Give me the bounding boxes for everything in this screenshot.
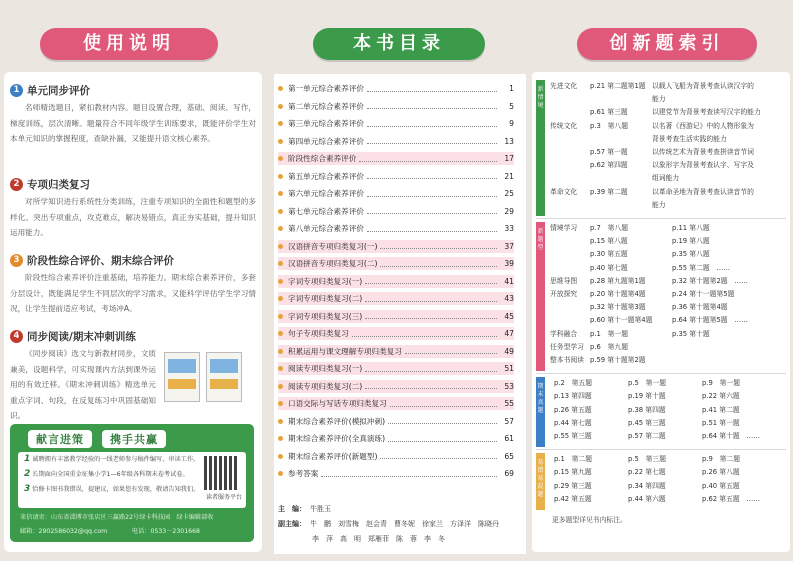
- index-category: 整本书阅读: [550, 356, 584, 364]
- index-column: [530, 0, 793, 561]
- index-page[interactable]: p.60 第十一题第4题: [590, 316, 653, 325]
- index-page[interactable]: p.9 第二题: [702, 455, 740, 464]
- toc-page: 25: [504, 189, 514, 198]
- toc-page: 53: [504, 381, 514, 391]
- toc-row[interactable]: [278, 82, 514, 95]
- index-category: 革命文化: [550, 187, 578, 196]
- toc-row[interactable]: [278, 327, 514, 340]
- index-row: [550, 120, 754, 130]
- toc-leader: [367, 173, 497, 179]
- toc-leader: [390, 401, 497, 407]
- toc-row[interactable]: [278, 397, 514, 410]
- index-row: [550, 199, 666, 209]
- index-desc: 组词能力: [652, 174, 680, 183]
- index-page[interactable]: p.55 第三题: [554, 432, 592, 440]
- index-row: [550, 275, 748, 285]
- index-page[interactable]: p.3 第八题: [590, 121, 628, 130]
- toc-title: 第五单元综合素养评价: [288, 171, 364, 181]
- toc-row[interactable]: [278, 467, 514, 480]
- index-desc: 以革命圣地为背景考查认读音节的: [652, 187, 754, 196]
- index-category: 学科融合: [550, 329, 578, 338]
- index-row: [550, 222, 710, 232]
- toc-row[interactable]: [278, 100, 514, 113]
- toc-title: 字词专项归类复习(三): [288, 311, 363, 321]
- index-row: [550, 146, 754, 156]
- contact-box: [10, 424, 254, 542]
- index-page[interactable]: p.26 第五题: [554, 405, 592, 414]
- section-number: 4: [10, 330, 23, 343]
- toc-leader: [367, 86, 497, 92]
- toc-page: 39: [504, 259, 514, 268]
- index-category: 任务型学习: [550, 342, 584, 351]
- section-2: [10, 176, 256, 241]
- index-page[interactable]: p.35 第十题: [672, 329, 710, 338]
- toc-title: 汉语拼音专项归类复习(一): [288, 241, 378, 251]
- toc-title: 参考答案: [288, 469, 319, 478]
- index-desc: 以建党节为背景考查读写汉字的能力: [652, 108, 761, 117]
- index-row: [550, 133, 727, 143]
- index-row: [550, 314, 748, 324]
- index-row: [550, 341, 672, 351]
- index-page[interactable]: p.57 第一题: [590, 148, 628, 156]
- index-row: [550, 301, 728, 311]
- toc-row[interactable]: [278, 135, 514, 148]
- toc-title: 第八单元综合素养评价: [288, 224, 364, 233]
- index-page[interactable]: p.11 第八题: [672, 224, 710, 232]
- usage-banner: 使用说明: [40, 28, 218, 60]
- toc-row[interactable]: [278, 187, 514, 200]
- section-1: [10, 82, 256, 147]
- index-page[interactable]: p.44 第六题: [628, 494, 666, 503]
- toc-row[interactable]: [278, 170, 514, 183]
- section-number: 3: [10, 254, 23, 267]
- index-page[interactable]: p.64 第十题 ……: [702, 432, 761, 440]
- toc-title: 第四单元综合素养评价: [288, 136, 364, 146]
- section-body: 对所学知识进行系统性分类训练，注重专项知识的全面性和题型的多样化。突出专项重点，攻克难点，解决易错点，真正夯实基础，提升知识运用能力。: [10, 197, 256, 237]
- bullet-dot-icon: [278, 331, 283, 336]
- index-row: [554, 404, 740, 414]
- toc-leader: [365, 383, 497, 389]
- toc-page: 9: [509, 119, 514, 128]
- toc-leader: [365, 296, 497, 302]
- index-desc: 能力: [652, 200, 666, 209]
- toc-title: 期末综合素养评价(模拟冲刺): [288, 416, 386, 426]
- group-tag: 易错易混题: [536, 453, 545, 510]
- toc-row[interactable]: [278, 432, 514, 445]
- index-category: 思维导图: [550, 276, 578, 285]
- index-row: [554, 390, 740, 400]
- index-page[interactable]: p.29 第三题: [554, 481, 592, 490]
- index-page[interactable]: p.1 第二题: [554, 455, 592, 464]
- bullet-dot-icon: [278, 349, 283, 354]
- index-page[interactable]: p.24 第十一题第5题: [672, 290, 735, 298]
- toc-row[interactable]: [278, 222, 514, 235]
- bullet-dot-icon: [278, 121, 283, 126]
- section-title: 同步阅读/期末冲刺训练: [27, 330, 136, 343]
- index-row: [550, 248, 710, 258]
- toc-page: 55: [504, 399, 514, 408]
- bullet-dot-icon: [278, 156, 283, 161]
- qr-label: 读者服务平台: [205, 494, 242, 501]
- index-page[interactable]: p.59 第十题第2题: [590, 356, 646, 364]
- index-page[interactable]: p.64 第十题第5题 ……: [672, 316, 748, 325]
- index-category: 情境学习: [550, 224, 578, 232]
- toc-page: 51: [504, 364, 514, 373]
- bullet-dot-icon: [278, 139, 283, 144]
- toc-page: 5: [509, 101, 514, 111]
- toc-title: 句子专项归类复习: [288, 329, 349, 338]
- section-number: 2: [10, 178, 23, 191]
- toc-page: 41: [504, 276, 514, 286]
- toc-page: 17: [504, 154, 514, 163]
- toc-page: 45: [504, 311, 514, 321]
- section-title: 单元同步评价: [27, 84, 90, 97]
- toc-banner: 本书目录: [313, 28, 485, 60]
- index-page[interactable]: p.26 第八题: [702, 468, 740, 477]
- bullet-dot-icon: [278, 401, 283, 406]
- divider: [536, 373, 786, 374]
- toc-row[interactable]: [278, 240, 514, 253]
- index-category: 先进文化: [550, 82, 578, 90]
- bullet-dot-icon: [278, 279, 283, 284]
- section-title: 专项归类复习: [27, 178, 90, 191]
- index-page[interactable]: p.38 第四题: [628, 405, 666, 414]
- toc-page: 43: [504, 294, 514, 303]
- index-row: [554, 480, 740, 490]
- toc-title: 阅读专项归类复习(一): [288, 364, 363, 373]
- toc-leader: [365, 278, 497, 284]
- index-row: [550, 159, 754, 169]
- toc-title: 期末综合素养评价(全真演练): [288, 434, 386, 443]
- index-row: [550, 186, 754, 196]
- index-row: [554, 377, 740, 387]
- toc-title: 汉语拼音专项归类复习(二): [288, 259, 378, 268]
- index-page[interactable]: p.6 第九题: [590, 342, 628, 351]
- toc-row[interactable]: [278, 450, 514, 463]
- toc-page: 49: [504, 346, 514, 356]
- toc-leader: [388, 418, 497, 424]
- bullet-dot-icon: [278, 296, 283, 301]
- index-page[interactable]: p.13 第四题: [554, 392, 592, 401]
- index-panel: [532, 72, 790, 552]
- toc-row[interactable]: [278, 292, 514, 305]
- index-page[interactable]: p.36 第十题第4题: [672, 303, 728, 312]
- contact-title-b: 携手共赢: [102, 430, 166, 448]
- toc-leader: [367, 121, 497, 127]
- toc-title: 字词专项归类复习(二): [288, 294, 363, 303]
- index-row: [550, 354, 672, 364]
- index-page[interactable]: p.34 第四题: [628, 481, 666, 490]
- qr-code-icon[interactable]: [204, 456, 238, 490]
- index-page[interactable]: p.61 第三题: [590, 108, 628, 117]
- bullet-dot-icon: [278, 209, 283, 214]
- toc-column: [268, 0, 530, 561]
- index-row: [554, 417, 740, 427]
- index-page[interactable]: p.15 第八题: [590, 237, 628, 246]
- toc-page: 21: [504, 171, 514, 181]
- index-page[interactable]: p.45 第三题: [628, 418, 666, 427]
- toc-leader: [367, 191, 497, 197]
- toc-title: 第三单元综合素养评价: [288, 119, 364, 128]
- index-page[interactable]: p.44 第七题: [554, 418, 592, 427]
- toc-page: 13: [504, 136, 514, 146]
- toc-title: 口语交际与写话专项归类复习: [288, 399, 387, 408]
- index-page[interactable]: p.15 第九题: [554, 468, 592, 477]
- toc-leader: [367, 138, 497, 144]
- toc-leader: [388, 436, 497, 442]
- toc-page: 1: [509, 84, 514, 93]
- bullet-dot-icon: [278, 471, 283, 476]
- index-row: [554, 453, 740, 463]
- mail-address: 来信请寄：山东省淄博市张店区三赢路22号绿卡科技园 绿卡编辑部收: [20, 514, 214, 521]
- toc-title: 第二单元综合素养评价: [288, 101, 364, 111]
- section-body: 《同步阅读》选文与新教材同步，文质兼美，设题科学，可实现课内方法到课外运用的有效迁移。《期末冲刺训练》精选单元重点字词、句段，在反复练习中巩固基础知识。: [10, 349, 156, 420]
- index-page[interactable]: p.19 第八题: [672, 237, 710, 246]
- toc-row[interactable]: [278, 362, 514, 375]
- toc-page: 29: [504, 206, 514, 216]
- toc-leader: [405, 348, 497, 354]
- index-desc: 以名著《西游记》中的人物形象为: [652, 121, 754, 130]
- toc-row[interactable]: [278, 345, 514, 358]
- bullet-dot-icon: [278, 419, 283, 424]
- index-page[interactable]: p.32 第十题第2题 ……: [672, 276, 748, 285]
- bullet-dot-icon: [278, 86, 283, 91]
- divider: [536, 218, 786, 219]
- toc-leader: [359, 156, 497, 162]
- bullet-dot-icon: [278, 244, 283, 249]
- usage-column: [0, 0, 268, 561]
- toc-title: 第六单元综合素养评价: [288, 189, 364, 198]
- toc-leader: [367, 103, 497, 109]
- toc-page: 37: [504, 241, 514, 251]
- toc-row[interactable]: [278, 152, 514, 165]
- toc-page: 61: [504, 434, 514, 443]
- index-desc: 以象形字为背景考查认字、写字及: [652, 161, 754, 170]
- section-body: 名师精选题目，紧扣教材内容。题目设置合理，基础、阅读、写作，梯度训练，层次清晰。题量符合不同年级学生训练要求，既能评价学生对本单元知识的掌握程度，查缺补漏，又能提升语文核心素养。: [10, 103, 256, 143]
- deputy-editors: 牛 鹏 刘雪梅 赵会青 曹冬妮 徐家兰 方泽洋 陈晓丹: [310, 520, 499, 528]
- bullet-dot-icon: [278, 174, 283, 179]
- index-page[interactable]: p.32 第十题第3题: [590, 303, 646, 312]
- toc-leader: [365, 313, 497, 319]
- index-row: [554, 493, 760, 503]
- index-page[interactable]: p.5 第三题: [628, 455, 666, 464]
- index-note: 更多题型详见书内标注。: [552, 516, 627, 524]
- index-page[interactable]: p.5 第一题: [628, 379, 666, 388]
- index-desc: 能力: [652, 95, 666, 104]
- section-title: 阶段性综合评价、期末综合评价: [27, 254, 174, 267]
- index-page[interactable]: p.19 第十题: [628, 392, 666, 401]
- book-cover-image: [164, 352, 200, 402]
- divider: [536, 449, 786, 450]
- index-page[interactable]: p.1 第一题: [590, 329, 628, 338]
- usage-panel: [4, 72, 262, 552]
- index-page[interactable]: p.2 第五题: [554, 379, 592, 388]
- index-page[interactable]: p.42 第五题: [554, 494, 592, 503]
- toc-page: 47: [504, 329, 514, 338]
- toc-page: 33: [504, 224, 514, 233]
- index-page[interactable]: p.39 第二题: [590, 187, 628, 196]
- group-tag: 期末真题: [536, 377, 545, 447]
- index-page[interactable]: p.55 第二题 ……: [672, 263, 731, 272]
- index-page[interactable]: p.62 第四题: [590, 161, 628, 170]
- index-row: [550, 80, 754, 90]
- index-row: [550, 93, 666, 103]
- toc-row[interactable]: [278, 310, 514, 323]
- bullet-dot-icon: [278, 226, 283, 231]
- section-body: 阶段性综合素养评价注重基础，培养能力。期末综合素养评价，多套分层设计，既能满足学生不同层次的学习需求，又能科学评估学生学习情况，让学生提前适应考试，考场冲A。: [10, 273, 256, 313]
- toc-leader: [365, 366, 497, 372]
- bullet-dot-icon: [278, 454, 283, 459]
- toc-leader: [321, 471, 497, 477]
- index-page[interactable]: p.20 第十题第4题: [590, 290, 646, 298]
- contact-item-1: 1 诚聘拥有丰富教学经验的一线老师参与稿件编写、审读工作。: [24, 454, 200, 464]
- contact-item-2: 2 长期面向全国重金征集小学1—6年级各科期末卷考试卷。: [24, 469, 189, 479]
- toc-title: 第一单元综合素养评价: [288, 84, 364, 93]
- toc-leader: [380, 243, 497, 249]
- toc-title: 阅读专项归类复习(二): [288, 381, 363, 391]
- index-page[interactable]: p.30 第五题: [590, 250, 628, 259]
- toc-leader: [367, 226, 497, 232]
- toc-row[interactable]: [278, 415, 514, 428]
- index-desc: 以传统艺术为背景考查拼读音节词: [652, 148, 754, 156]
- bullet-dot-icon: [278, 384, 283, 389]
- toc-title: 积累运用与课文理解专项归类复习: [288, 346, 402, 356]
- index-page[interactable]: p.21 第二题第1题: [590, 82, 646, 90]
- chief-editor: 牛胜玉: [310, 505, 331, 513]
- bullet-dot-icon: [278, 191, 283, 196]
- index-row: [550, 235, 710, 245]
- index-page[interactable]: p.22 第六题: [702, 392, 740, 401]
- index-category: 传统文化: [550, 121, 578, 130]
- index-page[interactable]: p.28 第九题第1题: [590, 276, 646, 285]
- contact-item-3: 3 恰修卡图书我错误，提建议，如果您有发现，敬请告知我们。: [24, 484, 200, 494]
- group-tag: 新题型: [536, 222, 545, 371]
- index-page[interactable]: p.22 第七题: [628, 468, 666, 477]
- index-page[interactable]: p.51 第一题: [702, 418, 740, 427]
- toc-title: 阶段性综合素养评价: [288, 154, 357, 163]
- group-tag: 新情境: [536, 80, 545, 216]
- toc-title: 期末综合素养评价(新题型): [288, 451, 378, 461]
- toc-page: 57: [504, 416, 514, 426]
- toc-panel: [274, 74, 526, 554]
- index-row: [554, 466, 740, 476]
- index-page[interactable]: p.57 第二题: [628, 432, 666, 440]
- toc-leader: [380, 261, 497, 267]
- toc-title: 字词专项归类复习(一): [288, 276, 363, 286]
- index-banner: 创新题索引: [577, 28, 757, 60]
- bullet-dot-icon: [278, 436, 283, 441]
- book-cover-image: [206, 352, 242, 402]
- index-page[interactable]: p.41 第二题: [702, 405, 740, 414]
- index-page[interactable]: p.40 第五题: [702, 481, 740, 490]
- bullet-dot-icon: [278, 261, 283, 266]
- index-row: [550, 262, 730, 272]
- section-number: 1: [10, 84, 23, 97]
- toc-row[interactable]: [278, 380, 514, 393]
- bullet-dot-icon: [278, 314, 283, 319]
- index-page[interactable]: p.62 第五题 ……: [702, 494, 761, 503]
- toc-title: 第七单元综合素养评价: [288, 206, 364, 216]
- index-desc: 以载人飞船为背景考查认读汉字的: [652, 82, 754, 90]
- toc-row[interactable]: [278, 205, 514, 218]
- index-desc: 背景考查生活实践的能力: [652, 134, 727, 143]
- toc-leader: [367, 208, 497, 214]
- index-page[interactable]: p.7 第八题: [590, 224, 628, 232]
- toc-leader: [352, 331, 497, 337]
- index-row: [550, 106, 761, 116]
- bullet-dot-icon: [278, 104, 283, 109]
- index-category: 开放探究: [550, 290, 578, 298]
- index-row: [550, 328, 710, 338]
- toc-page: 65: [504, 451, 514, 461]
- index-page[interactable]: p.35 第八题: [672, 250, 710, 259]
- index-row: [550, 288, 734, 298]
- index-row: [550, 172, 679, 182]
- section-3: [10, 252, 256, 317]
- toc-leader: [380, 453, 497, 459]
- toc-row[interactable]: [278, 117, 514, 130]
- toc-page: 69: [504, 469, 514, 478]
- deputy-editors-2: 李 萍 高 明 郑雁菲 陈 蓉 李 冬: [312, 535, 445, 543]
- contact-items: [18, 452, 246, 508]
- index-page[interactable]: p.40 第七题: [590, 263, 628, 272]
- contact-title-a: 献言进策: [28, 430, 92, 448]
- toc-row[interactable]: [278, 257, 514, 270]
- index-row: [554, 430, 760, 440]
- index-page[interactable]: p.9 第一题: [702, 379, 740, 388]
- bullet-dot-icon: [278, 366, 283, 371]
- toc-row[interactable]: [278, 275, 514, 288]
- editors: 主 编： 牛胜玉 副主编： 牛 鹏 刘雪梅 赵会青 曹冬妮 徐家兰 方泽洋 陈晓丹 李 萍 高 明 郑雁菲 陈 蓉 李 冬: [278, 505, 499, 543]
- email-phone: 邮箱：2902586032@qq.com 电话：0533－2301668: [20, 528, 200, 535]
